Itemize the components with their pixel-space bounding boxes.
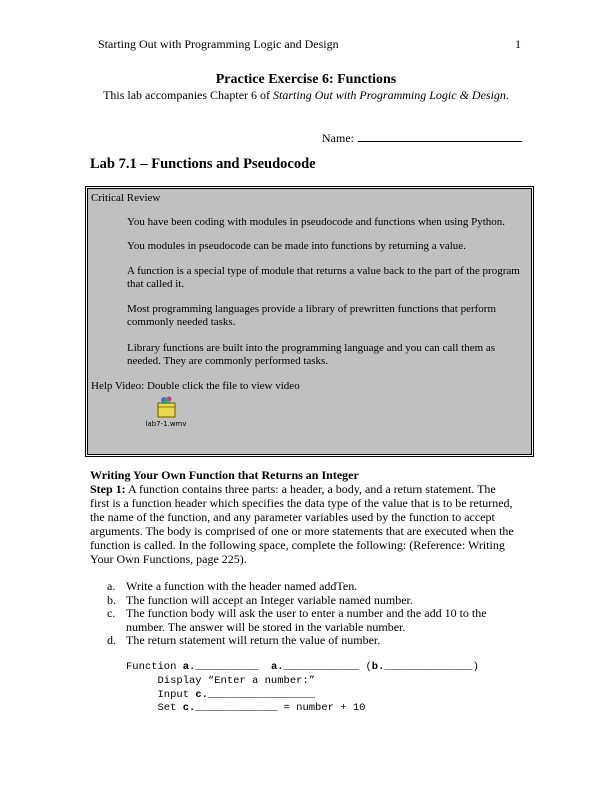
code-line-1: Function a.__________ a.____________ (b.______________) (126, 661, 479, 673)
list-item: c. The function body will ask the user to enter a number and the add 10 to the number. The answer will be stored in the variable number. (107, 606, 487, 634)
critical-review-box (87, 188, 532, 455)
review-paragraph: Library functions are built into the programming language and you can call them as needed. They are commonly performed tasks. (127, 342, 496, 367)
review-paragraph: You modules in pseudocode can be made into functions by returning a value. (127, 240, 466, 252)
running-header-title: Starting Out with Programming Logic and Design (98, 37, 339, 51)
review-paragraph: Most programming languages provide a library of prewritten functions that perform commonly needed tasks. (127, 303, 497, 328)
help-video-label: Help Video: Double click the file to view video (91, 380, 300, 392)
page-number: 1 (515, 37, 521, 51)
list-item: a. Write a function with the header named addTen. (107, 579, 358, 593)
code-line-3: Input c._________________ (126, 689, 316, 701)
review-paragraph: You have been coding with modules in pseudocode and functions when using Python. (127, 216, 506, 228)
section-heading: Writing Your Own Function that Returns an Integer (90, 468, 359, 482)
code-line-2: Display “Enter a number:” (126, 675, 316, 687)
name-field[interactable]: Name: (322, 129, 522, 146)
list-item: d. The return statement will return the value of number. (107, 633, 381, 647)
lab-heading: Lab 7.1 – Functions and Pseudocode (90, 156, 316, 172)
video-file-name: lab7-1.wmv (145, 420, 187, 428)
video-file-icon (156, 395, 178, 419)
review-paragraph: A function is a special type of module that returns a value back to the part of the program that called it. (127, 265, 520, 290)
code-line-4: Set c._____________ = number + 10 (126, 702, 366, 714)
subtitle: This lab accompanies Chapter 6 of Starting Out with Programming Logic & Design. (103, 88, 509, 102)
critical-review-label: Critical Review (91, 192, 161, 204)
step1-text: Step 1: A function contains three parts: a header, a body, and a return statement. The first is a function header which specifies the data type of the value that is to be returned, the name of the function, and any parameter variables used by the function to accept arguments. The body is comprised of one or more statements that are executed when the function is called. In the following space, complete the following: (Reference: Writing Your Own Functions, page 225). (90, 482, 514, 566)
list-item: b. The function will accept an Integer variable named number. (107, 592, 413, 607)
instruction-list (107, 580, 517, 648)
page-title: Practice Exercise 6: Functions (215, 72, 397, 87)
video-file[interactable] (144, 393, 188, 433)
name-line[interactable] (358, 129, 522, 142)
